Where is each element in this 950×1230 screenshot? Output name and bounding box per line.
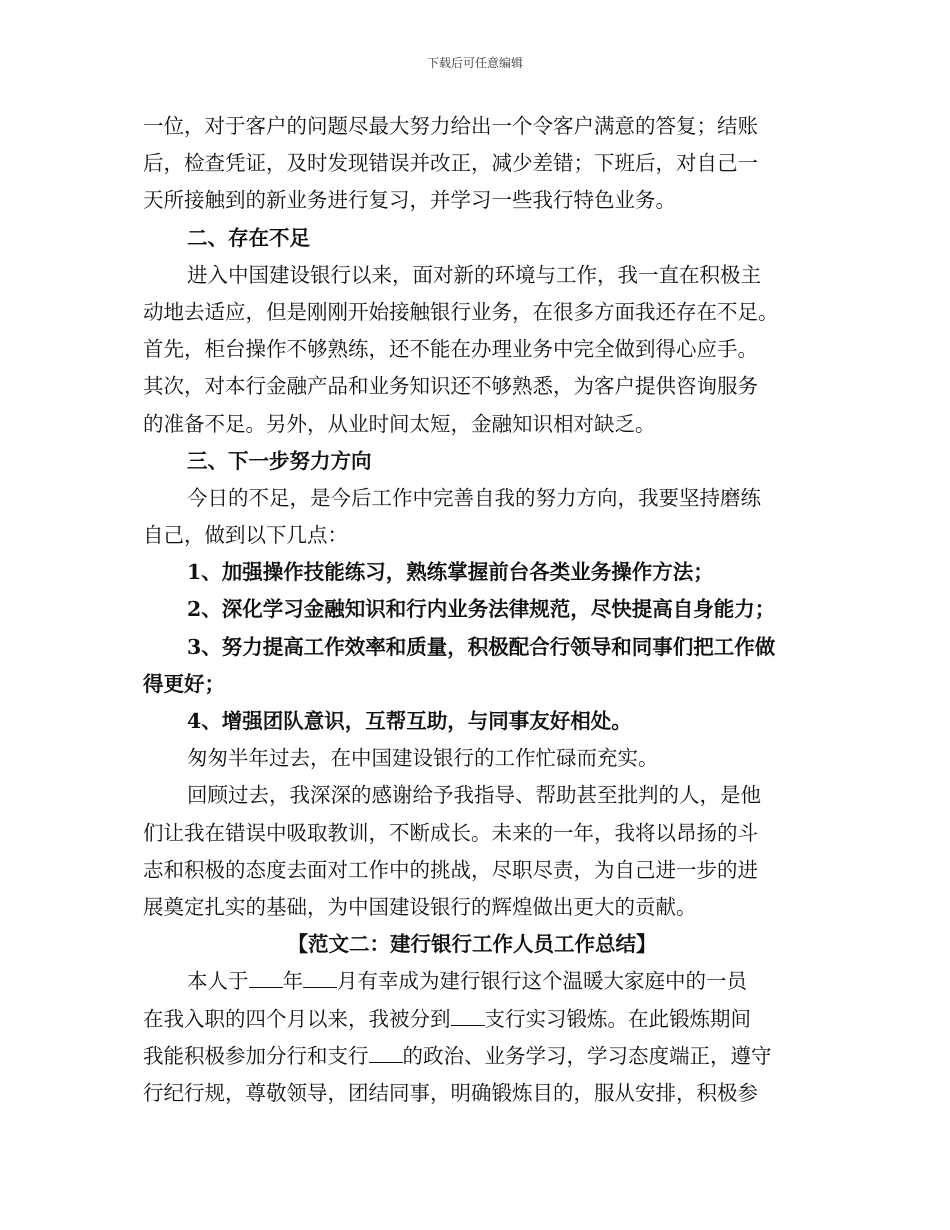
paragraph: 匆匆半年过去，在中国建设银行的工作忙碌而充实。 xyxy=(187,746,659,771)
text-span: 本人于 xyxy=(187,969,249,994)
document-body xyxy=(143,108,811,1112)
text-line: 们让我在错误中吸取教训，不断成长。未来的一年，我将以昂扬的斗 xyxy=(143,820,758,845)
text-line: 后，检查凭证，及时发现错误并改正，减少差错；下班后，对自己一 xyxy=(143,151,758,176)
text-line: 自己，做到以下几点： xyxy=(143,523,348,548)
list-item: 4、增强团队意识，互帮互助，与同事友好相处。 xyxy=(187,709,632,733)
text-line: 一位，对于客户的问题尽最大努力给出一个令客户满意的答复；结账 xyxy=(143,114,758,138)
text-line xyxy=(143,1038,811,1075)
text-span: 在我入职的四个月以来，我被分到 xyxy=(143,1006,451,1031)
paragraph xyxy=(143,777,811,926)
paragraph xyxy=(143,963,811,1112)
text-line: 志和积极的态度去面对工作中的挑战，尽职尽责，为自己进一步的进 xyxy=(143,857,758,882)
text-span: 年 xyxy=(282,969,303,994)
fill-blank xyxy=(369,1062,403,1063)
text-line xyxy=(143,1001,811,1038)
text-line: 进入中国建设银行以来，面对新的环境与工作，我一直在积极主 xyxy=(187,262,761,287)
text-line: 动地去适应，但是刚刚开始接触银行业务，在很多方面我还存在不足。 xyxy=(143,299,779,324)
essay-title: 【范文二：建行银行工作人员工作总结】 xyxy=(287,932,657,957)
list-item: 2、深化学习金融知识和行内业务法律规范，尽快提高自身能力； xyxy=(187,597,776,622)
text-line: 回顾过去，我深深的感谢给予我指导、帮助甚至批判的人，是他 xyxy=(187,783,761,808)
numbered-list xyxy=(143,554,811,740)
paragraph xyxy=(143,257,811,443)
paragraph xyxy=(143,108,811,220)
text-line: 展奠定扎实的基础，为中国建设银行的辉煌做出更大的贡献。 xyxy=(143,894,697,919)
list-item-continuation: 得更好； xyxy=(143,671,225,696)
paragraph xyxy=(143,480,811,554)
text-line: 天所接触到的新业务进行复习，并学习一些我行特色业务。 xyxy=(143,188,676,213)
text-line xyxy=(143,963,811,1000)
list-item: 3、努力提高工作效率和质量，积极配合行领导和同事们把工作做 xyxy=(187,634,776,659)
page-header: 下载后可任意编辑 xyxy=(426,56,523,70)
fill-blank xyxy=(249,987,283,988)
section-heading: 三、下一步努力方向 xyxy=(187,448,372,473)
fill-blank xyxy=(451,1025,485,1026)
fill-blank xyxy=(303,987,337,988)
section-heading: 二、存在不足 xyxy=(187,225,310,250)
text-line: 首先，柜台操作不够熟练，还不能在办理业务中完全做到得心应手。 xyxy=(143,337,758,362)
list-item: 1、加强操作技能练习，熟练掌握前台各类业务操作方法； xyxy=(187,560,714,585)
text-span: 的政治、业务学习，学习态度端正，遵守 xyxy=(402,1043,772,1068)
text-span: 月有幸成为建行银行这个温暖大家庭中的一员 xyxy=(337,969,747,994)
text-span: 我能积极参加分行和支行 xyxy=(143,1043,369,1068)
text-line: 行纪行规，尊敬领导，团结同事，明确锻炼目的，服从安排，积极参 xyxy=(143,1080,758,1105)
text-line: 其次，对本行金融产品和业务知识还不够熟悉，为客户提供咨询服务 xyxy=(143,374,758,399)
text-line: 今日的不足，是今后工作中完善自我的努力方向，我要坚持磨练 xyxy=(187,485,761,510)
text-line: 的准备不足。另外，从业时间太短，金融知识相对缺乏。 xyxy=(143,411,656,436)
text-span: 支行实习锻炼。在此锻炼期间 xyxy=(484,1006,751,1031)
